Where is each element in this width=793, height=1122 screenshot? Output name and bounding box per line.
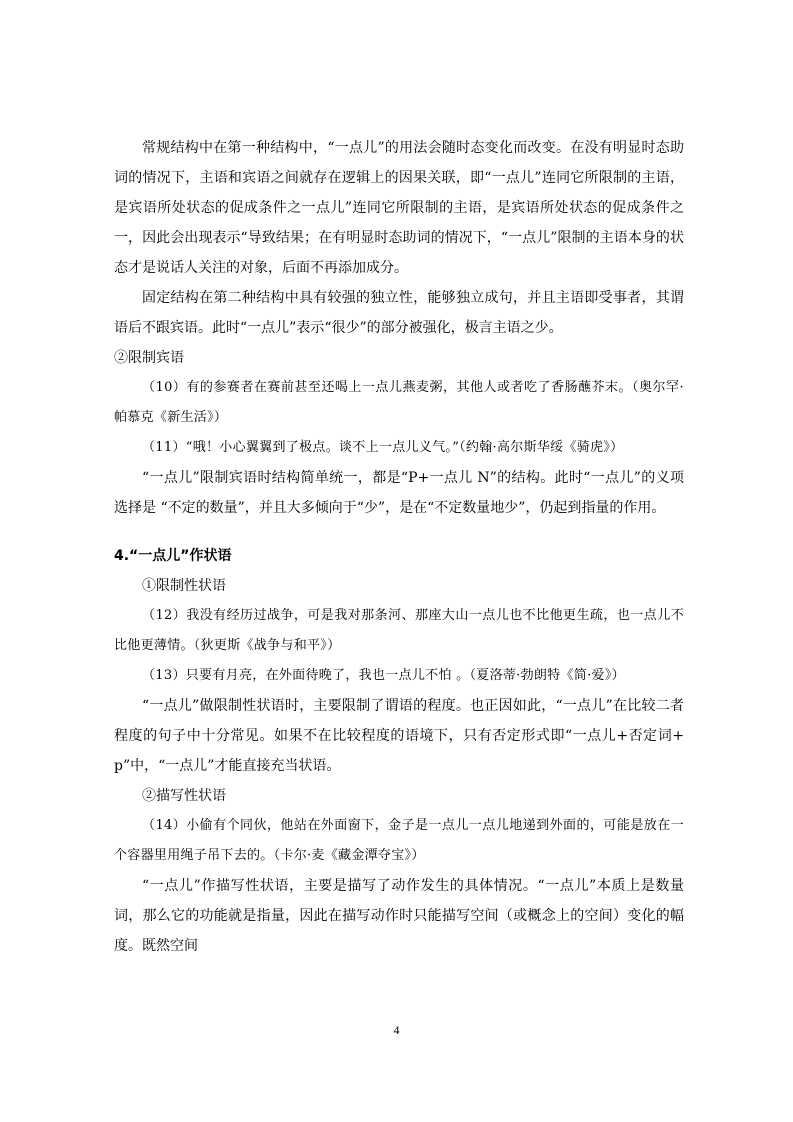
section-heading: 4.“一点儿”作状语 <box>114 548 232 564</box>
paragraph: “一点儿”限制宾语时结构简单统一，都是“P+一点儿 N”的结构。此时“一点儿”的义项选择是 “不定的数量”，并且大多倾向于“少”，是在“不定数量地少”，仍起到指量的作用。 <box>114 470 684 516</box>
paragraph: 常规结构中在第一种结构中，“一点儿”的用法会随时态变化而改变。在没有明显时态助词的情况下，主语和宾语之间就存在逻辑上的因果关联，即“一点儿”连同它所限制的主语，是宾语所处状态的促成条件之一点儿”连同它所限制的主语，是宾语所处状态的促成条件之一，因此会出现表示“导致结果；在有明显时态助词的情况下，“一点儿”限制的主语本身的状态才是说话人关注的对象，后面不再添加成分。 <box>114 140 684 276</box>
page-number: 4 <box>393 1023 400 1037</box>
subsection-label: ②限制宾语 <box>114 350 184 366</box>
page-body <box>114 133 684 961</box>
paragraph: 固定结构在第二种结构中具有较强的独立性，能够独立成句，并且主语即受事者，其谓语后不跟宾语。此时“一点儿”表示“很少”的部分被强化，极言主语之少。 <box>114 290 684 336</box>
example-sentence: （12）我没有经历过战争，可是我对那条河、那座大山一点儿也不比他更生疏，也一点儿不比他更薄情。（狄更斯《战争与和平》） <box>114 608 684 653</box>
subsection-label: ①限制性状语 <box>142 578 226 594</box>
example-sentence: （10）有的参赛者在赛前甚至还喝上一点儿燕麦粥，其他人或者吃了香肠蘸芥末。（奥尔罕·帕慕克《新生活》） <box>114 380 684 425</box>
example-sentence: （14）小偷有个同伙，他站在外面窗下，金子是一点儿一点儿地递到外面的，可能是放在一个容器里用绳子吊下去的。（卡尔·麦《藏金潭夺宝》） <box>114 818 684 863</box>
example-sentence: （11）“哦！小心翼翼到了极点。谈不上一点儿义气。”（约翰·高尔斯华绥《骑虎》） <box>142 440 624 455</box>
paragraph: “一点儿”作描写性状语，主要是描写了动作发生的具体情况。“一点儿”本质上是数量词，那么它的功能就是指量，因此在描写动作时只能描写空间（或概念上的空间）变化的幅度。既然空间 <box>114 878 684 954</box>
subsection-label: ②描写性状语 <box>142 788 226 804</box>
example-sentence: （13）只要有月亮，在外面待晚了，我也一点儿不怕 。（夏洛蒂·勃朗特《简·爱》） <box>142 668 625 683</box>
paragraph: “一点儿”做限制性状语时，主要限制了谓语的程度。也正因如此，“一点儿”在比较二者程度的句子中十分常见。如果不在比较程度的语境下，只有否定形式即“一点儿+否定词+p”中，“一点儿”才能直接充当状语。 <box>114 698 684 774</box>
